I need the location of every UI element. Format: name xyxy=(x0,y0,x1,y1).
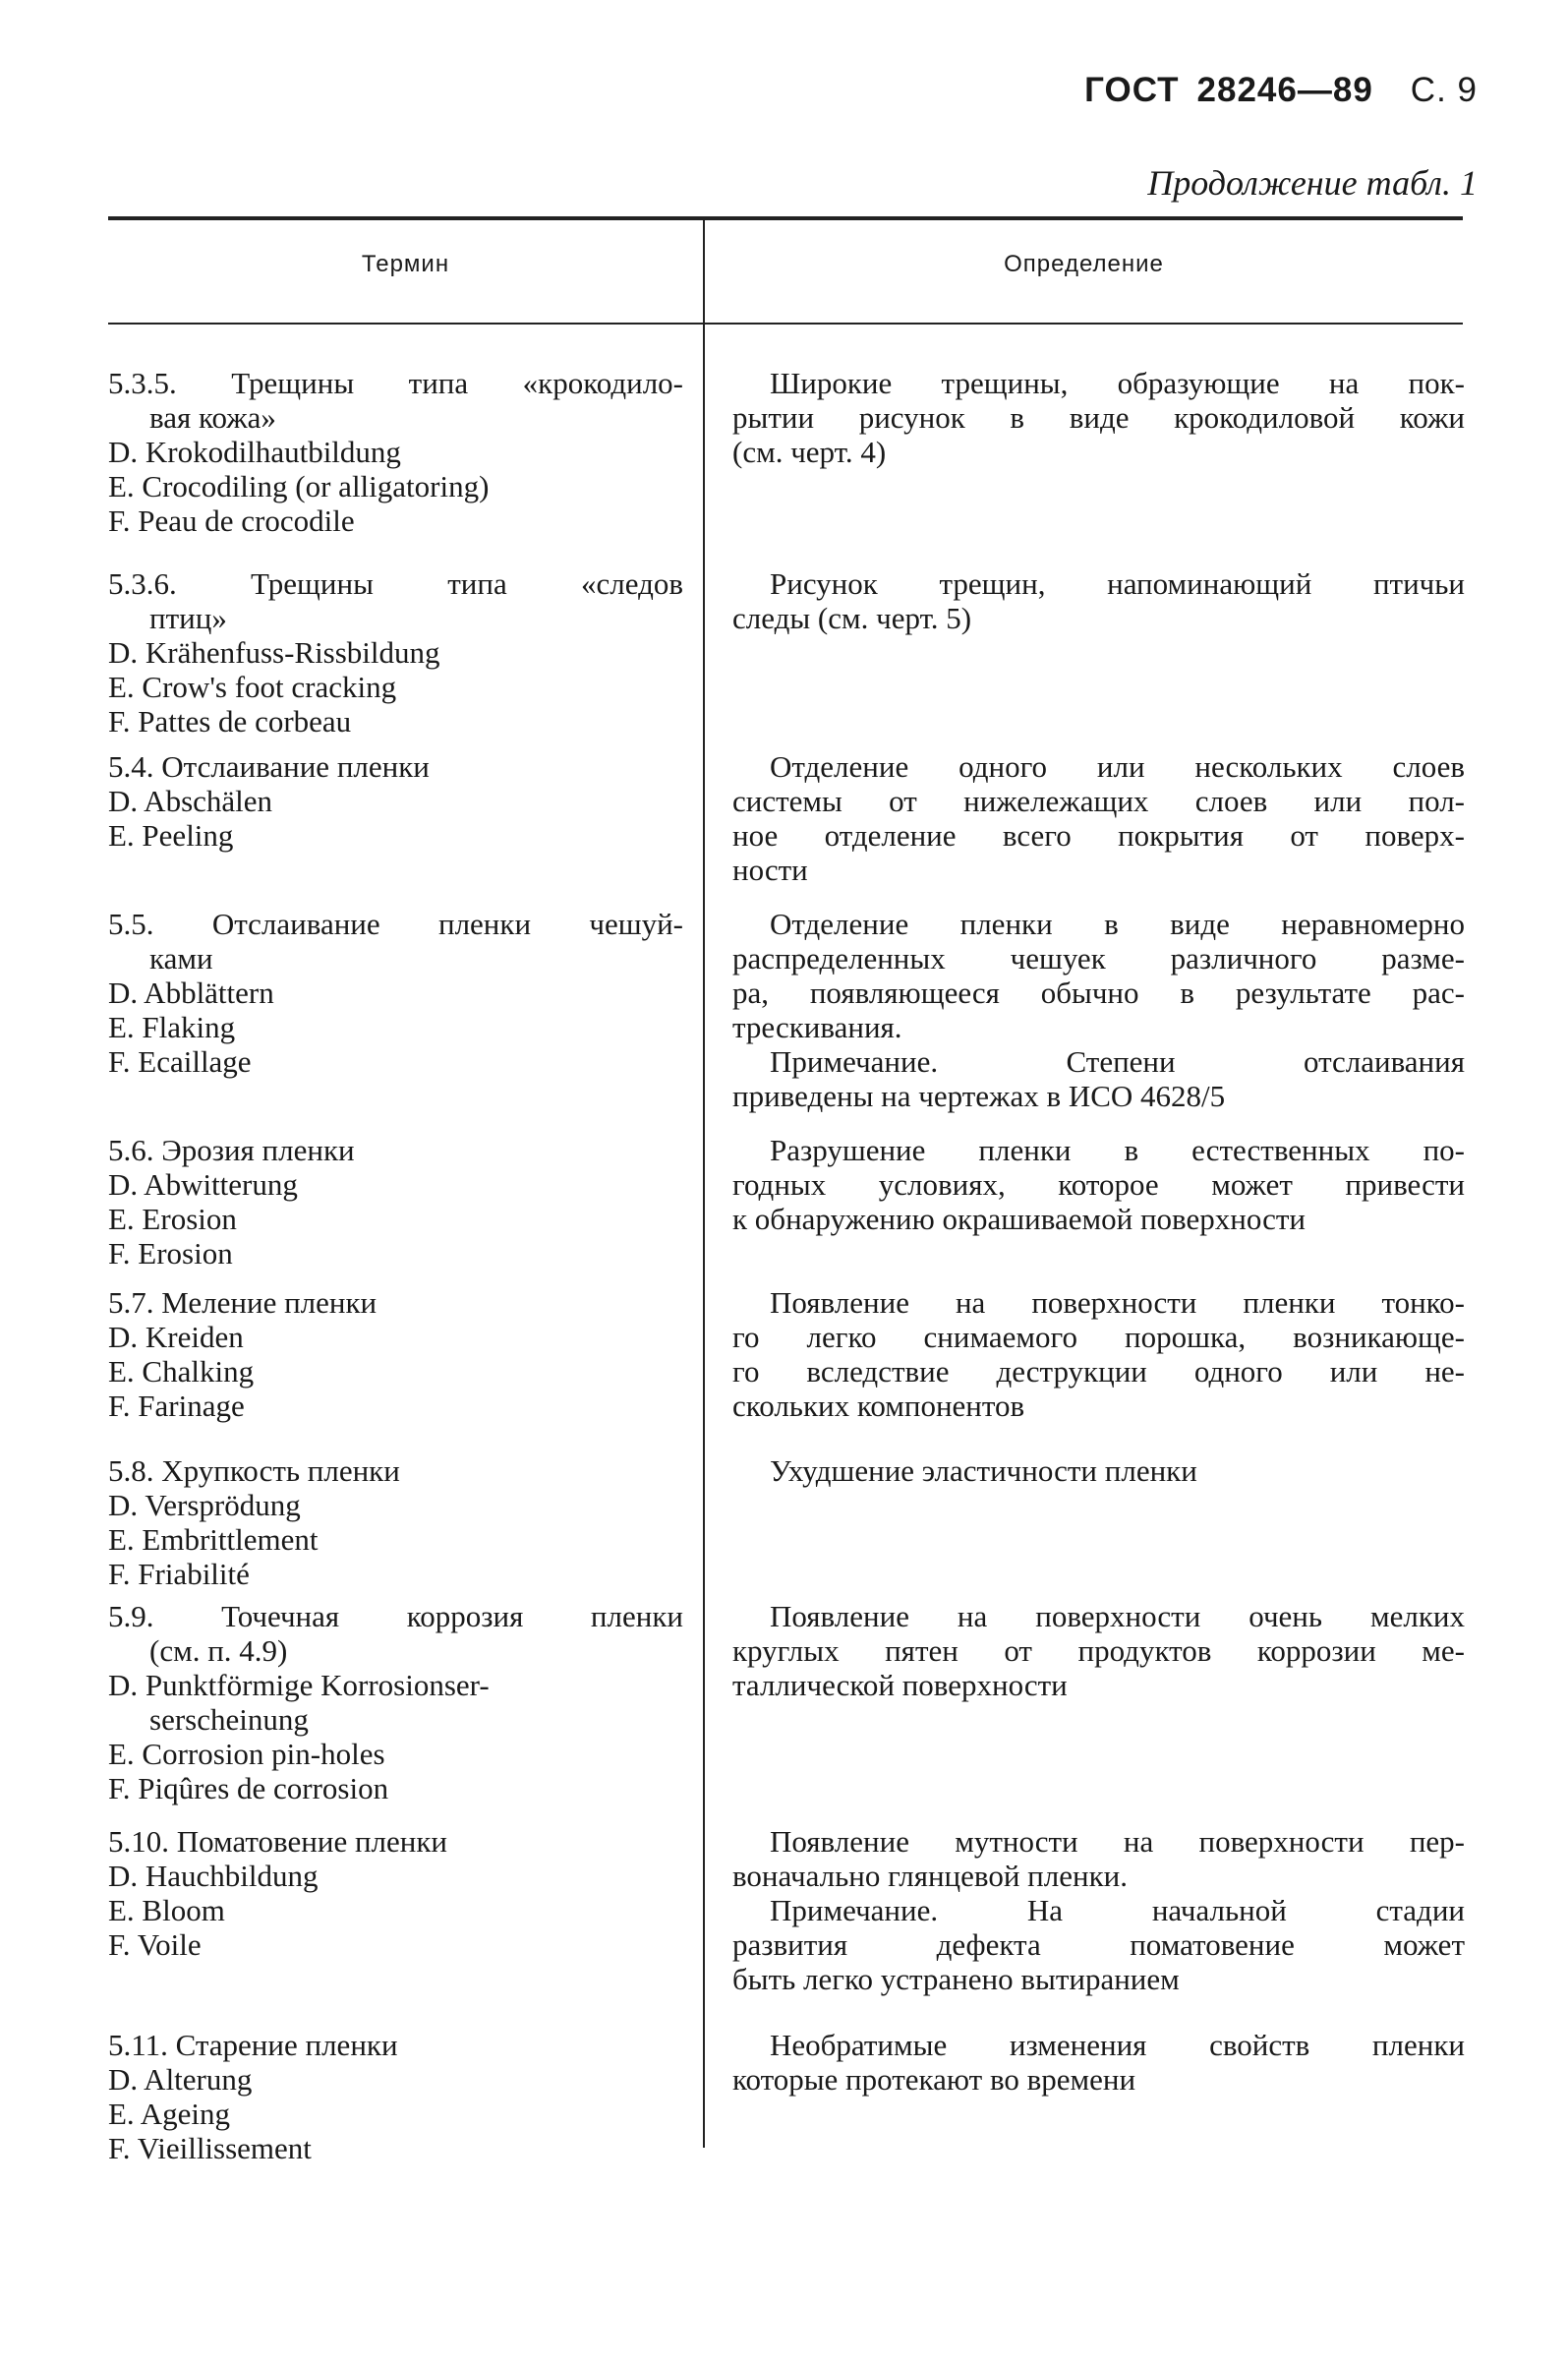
definition-line: распределенных чешуек различного разме- xyxy=(732,941,1465,976)
term-translation: F. Friabilité xyxy=(108,1557,250,1591)
term-translation: F. Erosion xyxy=(108,1236,233,1271)
definition-line: воначально глянцевой пленки. xyxy=(732,1859,1128,1893)
term-translation: E. Ageing xyxy=(108,2097,230,2131)
term-cell xyxy=(108,749,683,853)
definition-line: Рисунок трещин, напоминающий птичьи xyxy=(770,566,1465,601)
definition-line: ное отделение всего покрытия от поверх- xyxy=(732,818,1465,853)
term-translation-continuation: serscheinung xyxy=(149,1702,309,1737)
term-title: 5.6. Эрозия пленки xyxy=(108,1133,355,1167)
term-translation: F. Voile xyxy=(108,1927,202,1962)
column-header-definition: Определение xyxy=(1004,251,1164,277)
definition-line: го легко снимаемого порошка, возникающе- xyxy=(732,1320,1465,1354)
term-cell xyxy=(108,1453,683,1591)
definition-cell xyxy=(732,1453,1465,1488)
definition-line: Ухудшение эластичности пленки xyxy=(770,1453,1197,1488)
definition-line: скольких компонентов xyxy=(732,1389,1025,1423)
table-continuation-label: Продолжение табл. 1 xyxy=(1147,163,1478,203)
term-title: 5.4. Отслаивание пленки xyxy=(108,749,430,784)
definition-cell xyxy=(732,1133,1465,1236)
term-title: 5.3.5. Трещины типа «крокодило- xyxy=(108,366,683,400)
note-text: Степени отслаивания xyxy=(1066,1044,1465,1079)
term-cell xyxy=(108,1285,683,1423)
note-line-first xyxy=(732,1044,1465,1079)
term-translation: E. Bloom xyxy=(108,1893,225,1927)
definition-line: Широкие трещины, образующие на пок- xyxy=(770,366,1465,400)
note-line: быть легко устранено вытиранием xyxy=(732,1962,1180,1996)
definition-cell xyxy=(732,1824,1465,1996)
definition-line: которые протекают во времени xyxy=(732,2062,1136,2097)
term-translation: D. Punktförmige Korrosionser- xyxy=(108,1668,490,1702)
term-translation: D. Kreiden xyxy=(108,1320,244,1354)
page-header xyxy=(1084,71,1478,110)
term-title-continuation: птиц» xyxy=(149,601,227,635)
term-title: 5.8. Хрупкость пленки xyxy=(108,1453,400,1488)
term-title: 5.7. Меление пленки xyxy=(108,1285,377,1320)
term-cell xyxy=(108,1824,683,1962)
term-translation: D. Krokodilhautbildung xyxy=(108,435,401,469)
definition-cell xyxy=(732,566,1465,635)
term-cell xyxy=(108,907,683,1079)
term-title: 5.5. Отслаивание пленки чешуй- xyxy=(108,907,683,941)
term-title-continuation: (см. п. 4.9) xyxy=(149,1633,288,1668)
term-translation: F. Pattes de corbeau xyxy=(108,704,352,739)
column-header-term: Термин xyxy=(361,251,450,277)
definition-cell xyxy=(732,749,1465,887)
term-translation: E. Flaking xyxy=(108,1010,236,1044)
definition-line: ра, появляющееся обычно в результате рас- xyxy=(732,976,1465,1010)
note-text: На начальной стадии xyxy=(1026,1893,1466,1927)
standard-name: ГОСТ xyxy=(1084,71,1180,109)
definition-line: системы от нижележащих слоев или пол- xyxy=(732,784,1465,818)
definition-line: трескивания. xyxy=(732,1010,902,1044)
definition-cell xyxy=(732,366,1465,469)
definition-line: Отделение пленки в виде неравномерно xyxy=(770,907,1465,941)
header-bottom-rule xyxy=(108,323,1463,325)
term-translation: E. Corrosion pin-holes xyxy=(108,1737,385,1771)
definition-line: Разрушение пленки в естественных по- xyxy=(770,1133,1465,1167)
term-translation: E. Crocodiling (or alligatoring) xyxy=(108,469,490,503)
definition-line: ности xyxy=(732,853,808,887)
term-translation: F. Ecaillage xyxy=(108,1044,252,1079)
term-title-continuation: вая кожа» xyxy=(149,400,276,435)
note-line: приведены на чертежах в ИСО 4628/5 xyxy=(732,1079,1226,1113)
term-translation: D. Abwitterung xyxy=(108,1167,298,1202)
term-translation: E. Chalking xyxy=(108,1354,255,1389)
definition-line: Появление на поверхности очень мелких xyxy=(770,1599,1465,1633)
term-translation: D. Abblättern xyxy=(108,976,274,1010)
definition-line: Появление на поверхности пленки тонко- xyxy=(770,1285,1465,1320)
term-cell xyxy=(108,366,683,538)
term-translation: D. Abschälen xyxy=(108,784,273,818)
term-translation: D. Alterung xyxy=(108,2062,253,2097)
definition-line: (см. черт. 4) xyxy=(732,435,887,469)
term-translation: E. Peeling xyxy=(108,818,234,853)
definition-line: го вследствие деструкции одного или не- xyxy=(732,1354,1465,1389)
standard-number: 28246—89 xyxy=(1196,71,1373,109)
definition-line: годных условиях, которое может привести xyxy=(732,1167,1465,1202)
definition-line: рытии рисунок в виде крокодиловой кожи xyxy=(732,400,1465,435)
note-line-first xyxy=(732,1893,1465,1927)
definition-line: Появление мутности на поверхности пер- xyxy=(770,1824,1465,1859)
page-number: С. 9 xyxy=(1410,71,1478,109)
term-cell xyxy=(108,566,683,739)
term-title-continuation: ками xyxy=(149,941,213,976)
term-translation: F. Farinage xyxy=(108,1389,245,1423)
term-translation: D. Hauchbildung xyxy=(108,1859,319,1893)
term-title: 5.9. Точечная коррозия пленки xyxy=(108,1599,683,1633)
column-separator xyxy=(703,220,705,2148)
table-top-rule xyxy=(108,216,1463,220)
term-cell xyxy=(108,1599,683,1805)
term-translation: F. Vieillissement xyxy=(108,2131,312,2165)
note-line: развития дефекта поматовение может xyxy=(732,1927,1465,1962)
note-label: Примечание. xyxy=(770,1044,939,1079)
term-title: 5.10. Поматовение пленки xyxy=(108,1824,448,1859)
definition-cell xyxy=(732,2028,1465,2097)
definition-line: Необратимые изменения свойств пленки xyxy=(770,2028,1465,2062)
term-cell xyxy=(108,2028,683,2165)
definition-cell xyxy=(732,907,1465,1113)
definition-line: круглых пятен от продуктов коррозии ме- xyxy=(732,1633,1465,1668)
term-translation: F. Peau de crocodile xyxy=(108,503,355,538)
term-translation: E. Crow's foot cracking xyxy=(108,670,397,704)
definition-line: следы (см. черт. 5) xyxy=(732,601,972,635)
definition-line: таллической поверхности xyxy=(732,1668,1068,1702)
term-cell xyxy=(108,1133,683,1271)
term-translation: D. Krähenfuss-Rissbildung xyxy=(108,635,440,670)
term-title: 5.11. Старение пленки xyxy=(108,2028,398,2062)
definition-line: Отделение одного или нескольких слоев xyxy=(770,749,1465,784)
term-translation: E. Erosion xyxy=(108,1202,237,1236)
definition-line: к обнаружению окрашиваемой поверхности xyxy=(732,1202,1307,1236)
term-translation: F. Piqûres de corrosion xyxy=(108,1771,389,1805)
note-label: Примечание. xyxy=(770,1893,939,1927)
definition-cell xyxy=(732,1285,1465,1423)
term-translation: E. Embrittlement xyxy=(108,1522,319,1557)
term-title: 5.3.6. Трещины типа «следов xyxy=(108,566,683,601)
definition-cell xyxy=(732,1599,1465,1702)
term-translation: D. Versprödung xyxy=(108,1488,301,1522)
